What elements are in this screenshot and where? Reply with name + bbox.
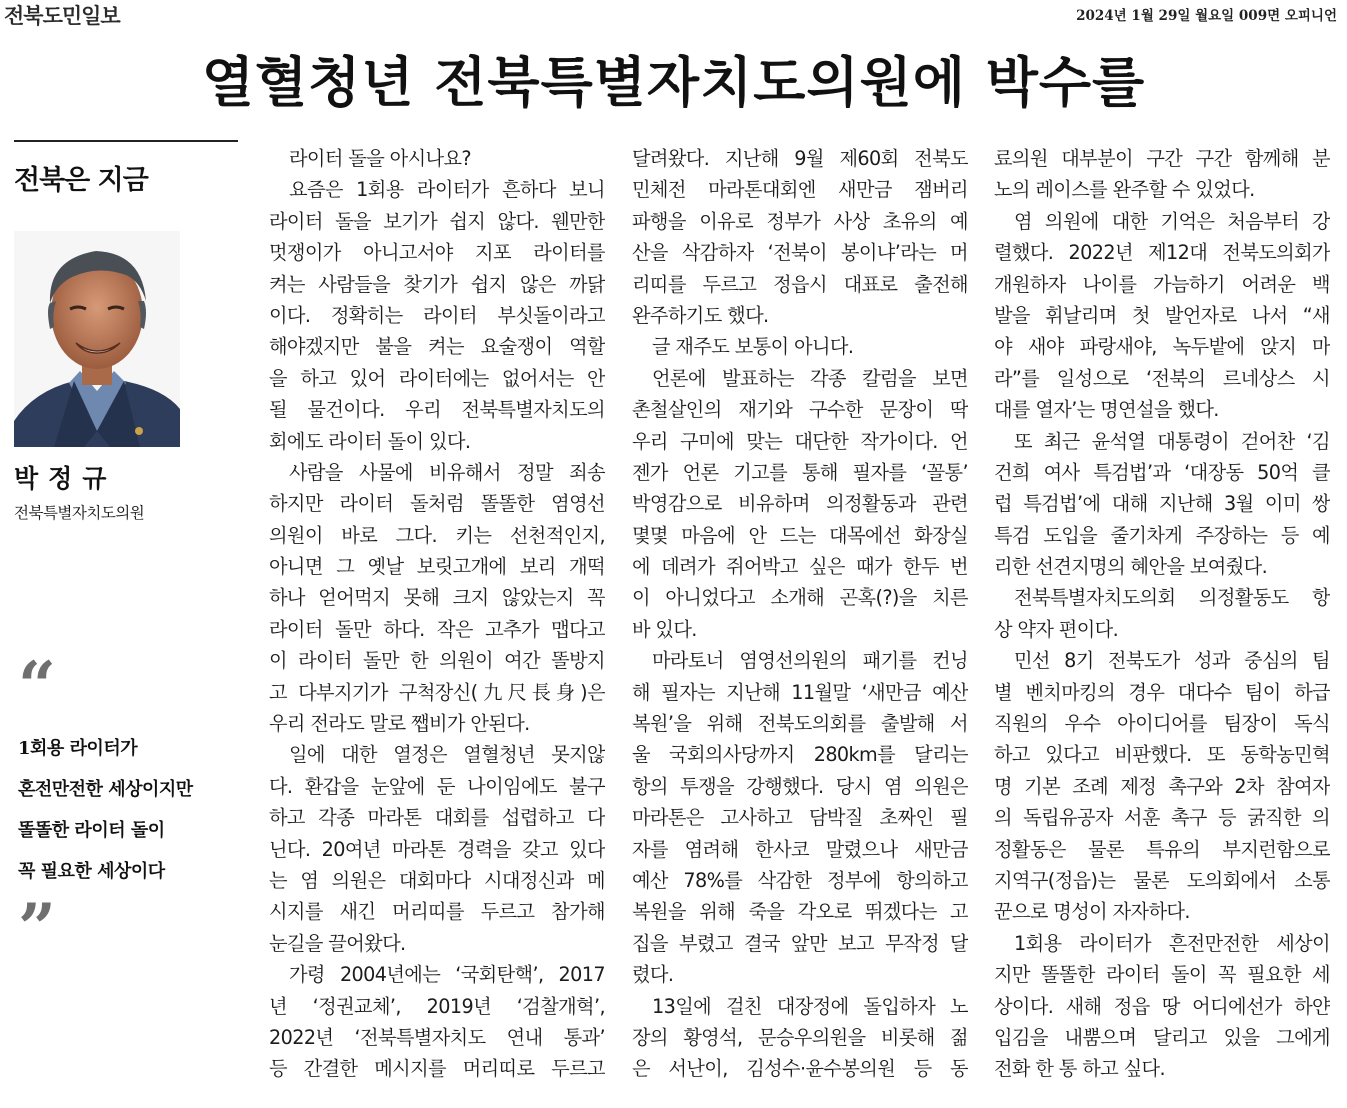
article-column-2 <box>632 143 968 1085</box>
article-text-line: 특검 도입을 줄기차게 주장하는 등 예 <box>994 523 1330 547</box>
article-text-line: 리띠를 두르고 정읍시 대표로 출전해 <box>632 272 968 296</box>
article-text-line: 라이터 돌만 하다. 작은 고추가 맵다고 <box>269 617 605 641</box>
author-portrait-icon <box>14 231 180 447</box>
article-text-line: 야 새야 파랑새야, 녹두밭에 앉지 마 <box>994 335 1330 359</box>
article-text-line: 라이터 돌을 아시나요? <box>289 147 471 170</box>
article-text-line: 마라토너 염영선의원의 패기를 컨닝 <box>652 649 968 673</box>
article-headline: 열혈청년 전북특별자치도의원에 박수를 <box>201 51 1146 114</box>
article-text-line: 시지를 새긴 머리띠를 두르고 참가해 <box>269 900 605 924</box>
article-text-line: 럽 특검법’에 대해 지난해 3월 이미 쌍 <box>994 492 1330 516</box>
article-text-line: 리한 선견지명의 혜안을 보여줬다. <box>994 555 1268 579</box>
article-text-line: 회에도 라이터 돌이 있다. <box>269 429 471 453</box>
article-text-line: 전화 한 통 하고 싶다. <box>994 1057 1165 1081</box>
article-text-line: 라”를 일성으로 ‘전북의 르네상스 시 <box>994 366 1330 390</box>
article-text-line: 이 아니었다고 소개해 곤혹(?)을 치른 <box>632 586 968 610</box>
section-title: 전북은 지금 <box>14 165 148 196</box>
article-text-line: 아니면 그 옛날 보릿고개에 보리 개떡 <box>269 555 605 579</box>
article-text-line: 복원’을 위해 전북도의회를 출발해 서 <box>632 712 968 736</box>
pull-quote-line: 꼭 필요한 세상이다 <box>18 861 165 882</box>
article-text-line: 산을 삭감하자 ‘전북이 봉이냐’라는 머 <box>632 241 968 265</box>
pull-quote-text <box>18 728 248 892</box>
article-text-line: 언론에 발표하는 각종 칼럼을 보면 <box>652 366 968 390</box>
article-column-3 <box>994 143 1330 1085</box>
article-text-line: 하나 얻어먹지 못해 크지 않았는지 꼭 <box>269 586 605 610</box>
publication-dateline: 2024년 1월 29일 월요일 009면 오피니언 <box>1076 8 1337 24</box>
author-photo <box>14 231 180 447</box>
article-text-line: 집을 부렸고 결국 앞만 보고 무작정 달 <box>632 931 968 955</box>
article-text-line: 개원하자 나이를 가늠하기 어려운 백 <box>994 272 1330 296</box>
article-text-line: 완주하기도 했다. <box>632 303 769 327</box>
article-text-line: 상 약자 편이다. <box>994 617 1119 641</box>
article-text-line: 해야겠지만 불을 켜는 요술쟁이 역할 <box>269 335 605 359</box>
article-text-line: 사람을 사물에 비유해서 정말 죄송 <box>289 460 605 484</box>
close-quote-icon: ” <box>18 889 56 967</box>
article-text-line: 이 라이터 돌만 한 의원이 여간 똘방지 <box>269 649 605 673</box>
article-text-line: 년 ‘정권교체’, 2019년 ‘검찰개혁’, <box>269 994 605 1018</box>
article-text-line: 상이다. 새해 정읍 땅 어디에선가 하얀 <box>994 994 1330 1018</box>
article-text-line: 가령 2004년에는 ‘국회탄핵’, 2017 <box>289 963 605 987</box>
article-text-line: 고 다부지기가 구척장신(九尺長身)은 <box>269 680 605 704</box>
article-text-line: 전북특별자치도의회 의정활동도 항 <box>1014 586 1330 610</box>
pull-quote-line: 1회용 라이터가 <box>18 738 138 759</box>
article-text-line: 렸다. <box>632 963 674 987</box>
author-name: 박정규 <box>14 464 117 493</box>
author-title: 전북특별자치도의원 <box>14 504 145 522</box>
article-text-line: 등 간결한 메시지를 머리띠로 두르고 <box>269 1057 605 1081</box>
article-text-line: 예산 78%를 삭감한 정부에 항의하고 <box>632 868 968 892</box>
author-sidebar <box>14 140 238 523</box>
article-text-line: 렬했다. 2022년 제12대 전북도의회가 <box>994 241 1330 265</box>
pull-quote-line: 혼전만전한 세상이지만 <box>18 779 193 800</box>
article-text-line: 지역구(정읍)는 물론 도의회에서 소통 <box>994 868 1330 892</box>
article-text-line: 입김을 내뿜으며 달리고 있을 그에게 <box>994 1025 1330 1049</box>
article-text-line: 하지만 라이터 돌처럼 똘똘한 염영선 <box>269 492 605 516</box>
article-text-line: 울 국회의사당까지 280km를 달리는 <box>632 743 968 767</box>
article-text-line: 건희 여사 특검법’과 ‘대장동 50억 클 <box>994 460 1330 484</box>
pull-quote-line: 똘똘한 라이터 돌이 <box>18 820 165 841</box>
article-text-line: 는 염 의원은 대회마다 시대정신과 메 <box>269 868 605 892</box>
article-text-line: 명 기본 조례 제정 촉구와 2차 참여자 <box>994 774 1330 798</box>
article-text-line: 촌철살인의 재기와 구수한 문장이 딱 <box>632 398 968 422</box>
article-text-line: 의원이 바로 그다. 키는 선천적인지, <box>269 523 605 547</box>
article-text-line: 눈길을 끌어왔다. <box>269 931 406 955</box>
article-text-line: 장의 황영석, 문승우의원을 비롯해 젊 <box>632 1025 968 1049</box>
article-text-line: 1회용 라이터가 흔전만전한 세상이 <box>1014 931 1330 955</box>
article-text-line: 발을 휘날리며 첫 발언자로 나서 “새 <box>994 303 1330 327</box>
article-text-line: 또 최근 윤석열 대통령이 걷어찬 ‘김 <box>1014 429 1330 453</box>
article-text-line: 을 하고 있어 라이터에는 없어서는 안 <box>269 366 605 390</box>
article-text-line: 라이터 돌을 보기가 쉽지 않다. 웬만한 <box>269 209 605 233</box>
article-text-line: 달려왔다. 지난해 9월 제60회 전북도 <box>632 147 968 170</box>
article-text-line: 우리 전라도 말로 쨉비가 안된다. <box>269 712 530 736</box>
article-text-line: 대를 열자’는 명연설을 했다. <box>994 398 1219 422</box>
article-text-line: 닌다. 20여년 마라톤 경력을 갖고 있다 <box>269 837 605 861</box>
article-text-line: 자를 염려해 한사코 말렸으나 새만금 <box>632 837 968 861</box>
article-text-line: 요즘은 1회용 라이터가 흔하다 보니 <box>289 178 605 202</box>
article-text-line: 염 의원에 대한 기억은 처음부터 강 <box>1014 209 1330 233</box>
article-text-line: 은 서난이, 김성수·윤수봉의원 등 동 <box>632 1057 968 1081</box>
article-text-line: 멋쟁이가 아니고서야 지포 라이터를 <box>269 241 605 265</box>
article-text-line: 꾼으로 명성이 자자하다. <box>994 900 1190 924</box>
article-text-line: 하고 각종 마라톤 대회를 섭렵하고 다 <box>269 806 605 830</box>
article-text-line: 될 물건이다. 우리 전북특별자치도의 <box>269 398 605 422</box>
article-text-line: 마라톤은 고사하고 담박질 초짜인 필 <box>632 806 968 830</box>
article-text-line: 파행을 이유로 정부가 사상 초유의 예 <box>632 209 968 233</box>
article-text-line: 일에 대한 열정은 열혈청년 못지않 <box>289 743 605 767</box>
article-text-line: 몇몇 마음에 안 드는 대목에선 화장실 <box>632 523 968 547</box>
open-quote-icon: “ <box>18 647 56 725</box>
article-text-line: 정활동은 물론 특유의 부지런함으로 <box>994 837 1330 861</box>
sidebar-divider <box>14 140 238 142</box>
article-text-line: 복원을 위해 죽을 각오로 뛰겠다는 고 <box>632 900 968 924</box>
article-text-line: 박영감으로 비유하며 의정활동과 관련 <box>632 492 968 516</box>
article-text-line: 바 있다. <box>632 617 697 641</box>
article-text-line: 민선 8기 전북도가 성과 중심의 팀 <box>1014 649 1330 673</box>
newspaper-masthead: 전북도민일보 <box>4 4 120 28</box>
article-text-line: 항의 투쟁을 강행했다. 당시 염 의원은 <box>632 774 968 798</box>
pull-quote <box>18 647 248 967</box>
article-text-line: 글 재주도 보통이 아니다. <box>652 335 854 359</box>
article-text-line: 하고 있다고 비판했다. 또 동학농민혁 <box>994 743 1330 767</box>
article-text-line: 료의원 대부분이 구간 구간 함께해 분 <box>994 147 1330 170</box>
article-text-line: 13일에 걸친 대장정에 돌입하자 노 <box>652 994 968 1018</box>
article-text-line: 해 필자는 지난해 11월말 ‘새만금 예산 <box>632 680 968 704</box>
article-text-line: 젠가 언론 기고를 통해 필자를 ‘꼴통’ <box>632 460 968 484</box>
article-column-1 <box>269 143 605 1085</box>
article-text-line: 민체전 마라톤대회엔 새만금 잼버리 <box>632 178 968 202</box>
article-text-line: 다. 환갑을 눈앞에 둔 나이임에도 불구 <box>269 774 605 798</box>
article-text-line: 이다. 정확히는 라이터 부싯돌이라고 <box>269 303 605 327</box>
article-text-line: 2022년 ‘전북특별자치도 연내 통과’ <box>269 1025 605 1049</box>
article-text-line: 노의 레이스를 완주할 수 있었다. <box>994 178 1255 202</box>
article-text-line: 별 벤치마킹의 경우 대다수 팀이 하급 <box>994 680 1330 704</box>
article-text-line: 우리 구미에 맞는 대단한 작가이다. 언 <box>632 429 968 453</box>
article-text-line: 켜는 사람들을 찾기가 쉽지 않은 까닭 <box>269 272 605 296</box>
article-text-line: 지만 똘똘한 라이터 돌이 꼭 필요한 세 <box>994 963 1330 987</box>
article-text-line: 의 독립유공자 서훈 촉구 등 굵직한 의 <box>994 806 1330 830</box>
article-text-line: 에 데려가 쥐어박고 싶은 때가 한두 번 <box>632 555 968 579</box>
article-text-line: 직원의 우수 아이디어를 팀장이 독식 <box>994 712 1330 736</box>
